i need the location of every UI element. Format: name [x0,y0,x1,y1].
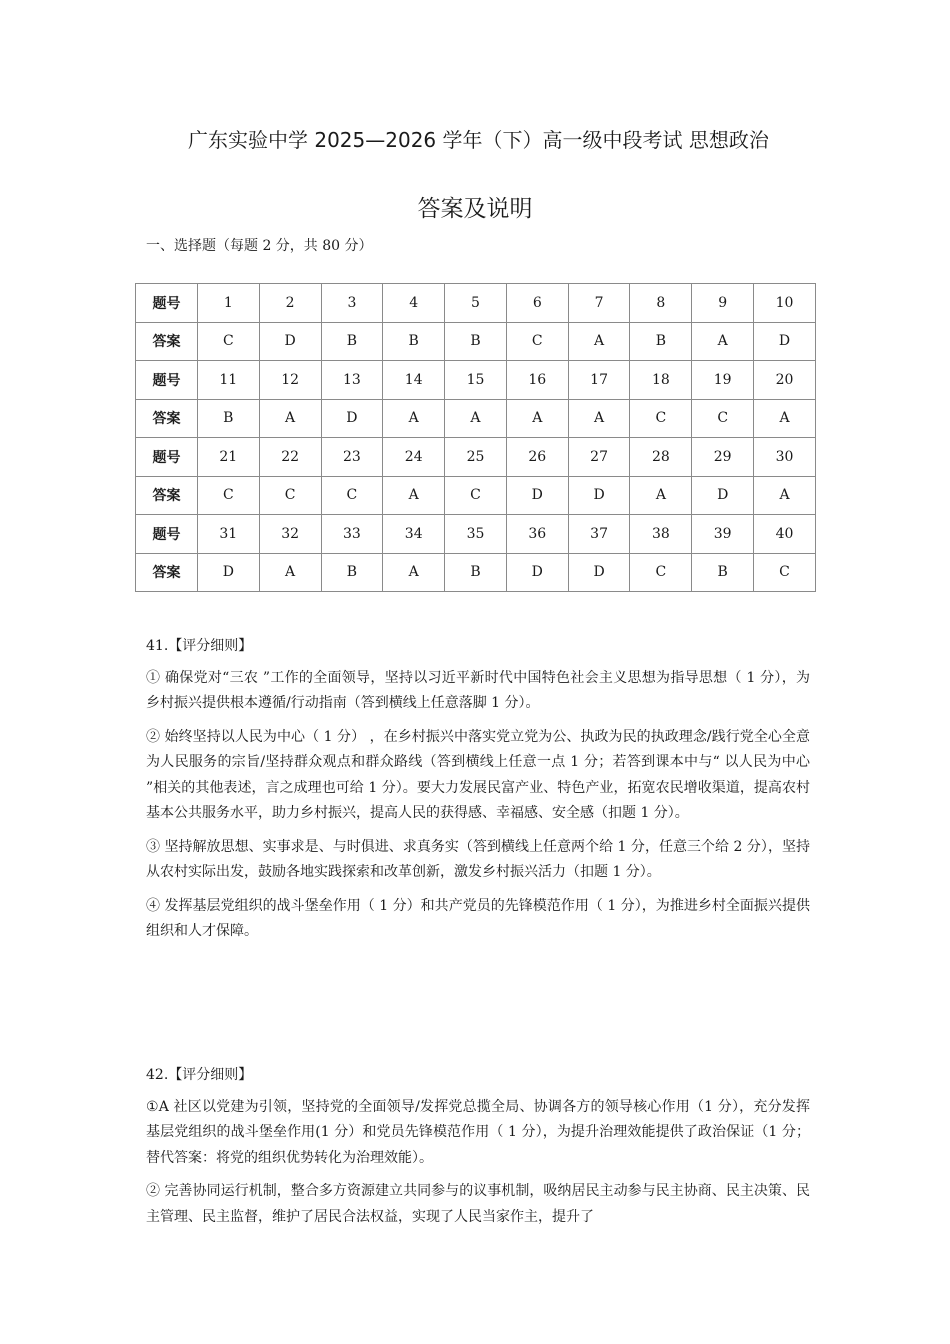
table-cell: 32 [259,515,321,554]
table-row [136,361,816,400]
table-cell: A [754,476,816,515]
table-cell: 7 [568,284,630,323]
table-cell: 10 [754,284,816,323]
document-title: 广东实验中学 2025—2026 学年（下）高一级中段考试 思想政治 [188,128,769,152]
question-42-point-1: ①A 社区以党建为引领，坚持党的全面领导/发挥党总揽全局、协调各方的领导核心作用（1 分），充分发挥基层党组织的战斗堡垒作用(1 分）和党员先锋模范作用（ 1 分），为提升治理效能提供了政治保证（1 分；替代答案：将党的组织优势转化为治理效能）。 [146,1098,810,1166]
question-41-point-4: ④ 发挥基层党组织的战斗堡垒作用（ 1 分）和共产党员的先锋模范作用（ 1 分），为推进乡村全面振兴提供组织和人才保障。 [146,897,810,939]
table-cell: C [259,476,321,515]
table-cell: 27 [568,438,630,477]
section-heading: 一、选择题（每题 2 分，共 80 分） [146,238,373,254]
question-42-heading: 42.【评分细则】 [146,1067,253,1083]
table-cell: 39 [692,515,754,554]
table-cell: 4 [383,284,445,323]
table-cell: 19 [692,361,754,400]
table-cell: 9 [692,284,754,323]
question-41-point-1: ① 确保党对“三农 ”工作的全面领导，坚持以习近平新时代中国特色社会主义思想为指导思想（ 1 分），为乡村振兴提供根本遵循/行动指南（答到横线上任意落脚 1 分）。 [146,669,810,711]
table-cell: 29 [692,438,754,477]
table-cell: D [568,476,630,515]
table-cell: 20 [754,361,816,400]
question-41-point-3: ③ 坚持解放思想、实事求是、与时俱进、求真务实（答到横线上任意两个给 1 分，任意三个给 2 分），坚持从农村实际出发，鼓励各地实践探索和改革创新，激发乡村振兴活力（扣题 1 分）。 [146,838,810,880]
table-cell: C [445,476,507,515]
table-cell: 34 [383,515,445,554]
table-cell: A [692,322,754,361]
table-row [136,322,816,361]
table-row [136,438,816,477]
table-cell: 15 [445,361,507,400]
table-cell: D [197,553,259,592]
table-cell: 26 [506,438,568,477]
table-row [136,399,816,438]
table-cell: 33 [321,515,383,554]
row-label: 题号 [136,361,198,400]
table-cell: B [692,553,754,592]
table-cell: A [568,399,630,438]
table-cell: 35 [445,515,507,554]
table-cell: 31 [197,515,259,554]
table-cell: C [630,399,692,438]
row-label: 题号 [136,438,198,477]
table-cell: A [630,476,692,515]
table-cell: 16 [506,361,568,400]
table-cell: 13 [321,361,383,400]
row-label: 题号 [136,515,198,554]
table-cell: D [692,476,754,515]
table-cell: 30 [754,438,816,477]
table-cell: A [383,399,445,438]
table-row [136,553,816,592]
table-cell: B [321,322,383,361]
table-cell: 28 [630,438,692,477]
table-cell: B [383,322,445,361]
row-label: 答案 [136,399,198,438]
table-cell: C [506,322,568,361]
table-cell: 5 [445,284,507,323]
table-cell: B [630,322,692,361]
row-label: 答案 [136,322,198,361]
table-cell: 40 [754,515,816,554]
table-cell: A [383,553,445,592]
row-label: 题号 [136,284,198,323]
table-cell: A [754,399,816,438]
table-row [136,476,816,515]
table-cell: A [259,399,321,438]
table-cell: A [383,476,445,515]
question-41-heading: 41.【评分细则】 [146,638,253,654]
question-41-point-2: ② 始终坚持以人民为中心（ 1 分） ，在乡村振兴中落实党立党为公、执政为民的执政理念/践行党全心全意为人民服务的宗旨/坚持群众观点和群众路线（答到横线上任意一点 1 分；若答到课本中与“ 以人民为中心 ”相关的其他表述，言之成理也可给 1 分）。要大力发展民富产业、特色产业，拓宽农民增收渠道，提高农村基本公共服务水平，助力乡村振兴，提高人民的获得感、幸福感、安全感（扣题 1 分）。 [146,728,810,821]
table-cell: 22 [259,438,321,477]
table-cell: D [506,476,568,515]
table-cell: 25 [445,438,507,477]
question-41-block [146,634,810,953]
table-cell: D [568,553,630,592]
row-label: 答案 [136,553,198,592]
table-cell: 36 [506,515,568,554]
table-cell: C [197,476,259,515]
table-cell: D [506,553,568,592]
table-cell: 38 [630,515,692,554]
table-cell: D [259,322,321,361]
table-row [136,284,816,323]
table-cell: 11 [197,361,259,400]
table-cell: B [321,553,383,592]
row-label: 答案 [136,476,198,515]
table-cell: 3 [321,284,383,323]
table-cell: C [321,476,383,515]
table-cell: 1 [197,284,259,323]
table-cell: 24 [383,438,445,477]
table-cell: B [445,553,507,592]
question-42-point-2: ② 完善协同运行机制，整合多方资源建立共同参与的议事机制，吸纳居民主动参与民主协商、民主决策、民主管理、民主监督，维护了居民合法权益，实现了人民当家作主，提升了 [146,1183,810,1225]
table-cell: 17 [568,361,630,400]
table-cell: 18 [630,361,692,400]
table-cell: 37 [568,515,630,554]
answer-table [135,283,816,592]
table-cell: D [321,399,383,438]
question-42-block [146,1063,810,1238]
table-cell: B [445,322,507,361]
table-cell: A [568,322,630,361]
table-cell: C [754,553,816,592]
table-cell: 23 [321,438,383,477]
table-cell: A [259,553,321,592]
table-cell: C [630,553,692,592]
table-row [136,515,816,554]
table-cell: 14 [383,361,445,400]
table-cell: 8 [630,284,692,323]
table-cell: C [197,322,259,361]
table-cell: 21 [197,438,259,477]
table-cell: A [445,399,507,438]
document-subtitle: 答案及说明 [417,196,533,222]
table-cell: C [692,399,754,438]
table-cell: 12 [259,361,321,400]
table-cell: A [506,399,568,438]
table-cell: B [197,399,259,438]
table-cell: 2 [259,284,321,323]
table-cell: 6 [506,284,568,323]
table-cell: D [754,322,816,361]
